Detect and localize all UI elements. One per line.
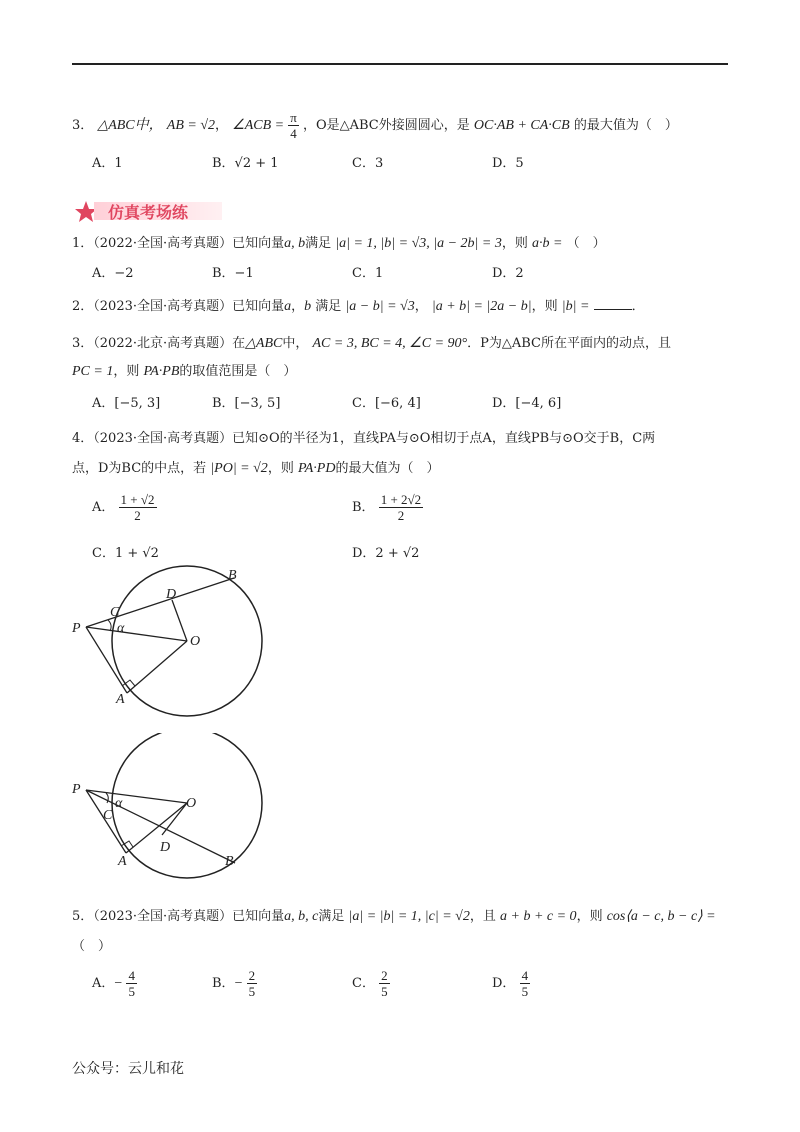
- p4-option-b-frac: [379, 492, 423, 523]
- fig2-line-po: [86, 790, 187, 803]
- p5-option-c-label: C．: [352, 976, 375, 991]
- p3-line2-b: ，则: [113, 364, 140, 379]
- p3-line2-c: 的取值范围是（ ）: [179, 364, 297, 379]
- p1-cond: |a| = 1, |b| = √3, |a − 2b| = 3: [335, 236, 502, 251]
- p4-option-d[interactable]: D．2 + √2: [352, 546, 420, 561]
- p4-ask: PA·PD: [297, 461, 336, 476]
- p5-vars: a, b, c: [284, 909, 319, 924]
- p5-option-b-label: B．: [212, 976, 235, 991]
- frac-den: 2: [397, 508, 405, 523]
- p4-stem-line2: [72, 457, 439, 477]
- p3-pc: PC = 1: [72, 364, 114, 379]
- p4-option-c[interactable]: C．1 + √2: [92, 546, 159, 561]
- frac-den: 5: [128, 984, 135, 999]
- p5-option-d-frac: [520, 968, 531, 999]
- p3-option-b[interactable]: B．[−3, 5]: [212, 396, 281, 411]
- frac-num: 4: [521, 968, 529, 983]
- q3-option-d[interactable]: D．5: [492, 156, 524, 171]
- p1-option-d[interactable]: D．2: [492, 266, 524, 281]
- fig1-line-do: [172, 600, 187, 641]
- p5-option-a-label: A．: [92, 976, 115, 991]
- p5-cond1: |a| = |b| = 1, |c| = √2: [348, 909, 470, 924]
- p2-text-end: ．: [631, 299, 645, 314]
- fig1-label-o: O: [190, 634, 201, 649]
- p3-text-b: 中，: [282, 336, 309, 351]
- p5-stem-line2: （ ）: [72, 939, 112, 954]
- frac-num: 1 + √2: [120, 492, 155, 507]
- p2-var-a: a: [284, 299, 292, 314]
- p5-option-a-sign: −: [114, 976, 123, 991]
- p4-option-a[interactable]: [92, 492, 157, 523]
- frac-den: 5: [521, 984, 529, 999]
- header-rule: [72, 63, 728, 65]
- p5-option-d[interactable]: [492, 968, 530, 999]
- p5-option-b[interactable]: [212, 968, 257, 999]
- p5-stem: [72, 905, 716, 925]
- p3-ask: PA·PB: [143, 364, 180, 379]
- q3-number: 3．: [72, 118, 94, 133]
- p4-cond: |PO| = √2: [210, 461, 268, 476]
- p5-option-d-label: D．: [492, 976, 516, 991]
- p2-cond1: |a − b| = √3: [345, 299, 415, 314]
- frac-den: 5: [381, 984, 388, 999]
- fig2-label-c: C: [103, 808, 113, 823]
- section-title: 仿真考场练: [108, 203, 189, 222]
- fig1-label-p: P: [72, 621, 81, 636]
- q3-ab: AB = √2: [166, 118, 216, 133]
- p2-answer-blank[interactable]: [594, 299, 632, 310]
- p4-option-b-label: B．: [352, 500, 375, 515]
- p4-line2-a: 点，D为BC的中点，若: [72, 461, 207, 476]
- p4-option-b[interactable]: [352, 492, 423, 523]
- p3-option-c[interactable]: C．[−6, 4]: [352, 396, 421, 411]
- p1-text-b: 满足: [305, 236, 332, 251]
- p5-option-a[interactable]: [92, 968, 137, 999]
- q3-option-b[interactable]: B．√2 + 1: [212, 156, 279, 171]
- q3-expr: OC·AB + CA·CB: [473, 118, 570, 133]
- q3-option-a[interactable]: A．1: [92, 156, 123, 171]
- p3-option-d[interactable]: D．[−4, 6]: [492, 396, 562, 411]
- p3-text-a: 3．（2022·北京·高考真题）在: [72, 336, 246, 351]
- p2-cond2: |a + b| = |2a − b|: [431, 299, 532, 314]
- fig2-label-alpha: α: [115, 796, 123, 811]
- frac-den: 2: [134, 508, 141, 523]
- q3-stem: 3． △ABC中， AB = √2， ∠ACB = $\frac{\pi}{4}$ ，O是△ABC外接圆圆心，是 OC·AB + CA·CB 的最大值为（ ）: [72, 110, 678, 141]
- p3-stem-line2: [72, 360, 296, 380]
- p3-text-c: ．P为△ABC所在平面内的动点，且: [467, 336, 671, 351]
- frac-num: 4: [128, 968, 135, 983]
- frac-den: 4: [290, 126, 297, 141]
- frac-num: 1 + 2√2: [380, 492, 422, 507]
- p3-option-a[interactable]: A．[−5, 3]: [92, 396, 161, 411]
- q3-stem-end: 的最大值为（ ）: [573, 118, 678, 133]
- p4-option-a-frac: [119, 492, 157, 523]
- p3-cond: AC = 3, BC = 4, ∠C = 90°: [312, 336, 468, 351]
- p5-text-c: ，且: [469, 909, 496, 924]
- fig1-label-b: B: [228, 568, 237, 583]
- frac-num: π: [290, 110, 297, 125]
- p5-option-c[interactable]: [352, 968, 390, 999]
- p5-option-b-frac: [247, 968, 258, 999]
- fig2-label-o: O: [186, 796, 197, 811]
- p4-line2-c: 的最大值为（ ）: [335, 461, 440, 476]
- p2-stem: 2．（2023·全国·高考真题）已知向量a，b 满足 |a − b| = √3， |a + b| = |2a − b|，则 |b| = ．: [72, 299, 645, 314]
- p1-vars: a, b: [284, 236, 306, 251]
- p2-text-d: ，则: [531, 299, 558, 314]
- p1-text-c: ，则: [501, 236, 528, 251]
- p5-option-c-frac: [379, 968, 390, 999]
- fig2-label-d: D: [160, 840, 171, 855]
- p4-option-a-label: A．: [92, 500, 115, 515]
- p1-option-b[interactable]: B．−1: [212, 266, 254, 281]
- fig2-label-p: P: [72, 782, 81, 797]
- p2-text-b: ，: [291, 299, 305, 314]
- fig2-line-od: [162, 803, 187, 835]
- fig2-line-oa: [126, 803, 187, 853]
- fig1-label-c: C: [110, 605, 120, 620]
- p3-stem: [72, 332, 671, 352]
- p5-text-a: 5．（2023·全国·高考真题）已知向量: [72, 909, 285, 924]
- fig1-line-pa: [86, 627, 127, 693]
- p5-ask: cos⟨a − c, b − c⟩ =: [606, 909, 716, 924]
- p5-option-a-frac: [126, 968, 137, 999]
- p1-stem: [72, 232, 606, 252]
- fig1-angle-arc: [108, 620, 111, 631]
- p2-var-b: b: [304, 299, 312, 314]
- p1-ask: a·b =: [532, 236, 563, 251]
- p5-text-b: 满足: [318, 909, 345, 924]
- fig2-angle-arc: [106, 793, 108, 803]
- fig2-label-a: A: [118, 854, 127, 869]
- p2-text-c: 满足: [315, 299, 342, 314]
- fig1-label-d: D: [166, 587, 177, 602]
- fig1-label-a: A: [116, 692, 125, 707]
- p5-cond2: a + b + c = 0: [500, 909, 577, 924]
- fig1-label-alpha: α: [117, 621, 125, 636]
- p1-option-c[interactable]: C．1: [352, 266, 384, 281]
- frac-num: 2: [248, 968, 256, 983]
- p4-line2-b: ，则: [267, 461, 294, 476]
- q3-stem-a: △ABC中，: [97, 118, 163, 133]
- frac-den: 5: [248, 984, 256, 999]
- section-banner: [74, 198, 224, 224]
- p2-text-a: 2．（2023·全国·高考真题）已知向量: [72, 299, 285, 314]
- p1-text-a: 1．（2022·全国·高考真题）已知向量: [72, 236, 285, 251]
- fig1-line-oa: [127, 641, 187, 693]
- frac-num: 2: [381, 968, 388, 983]
- q3-angle-frac: [288, 110, 299, 141]
- figure-2: [60, 733, 280, 883]
- p5-text-d: ，则: [576, 909, 603, 924]
- q3-option-c[interactable]: C．3: [352, 156, 384, 171]
- footer-text: 公众号：云儿和花: [72, 1061, 184, 1077]
- fig1-line-po: [86, 627, 187, 641]
- q3-angle: ∠ACB =: [232, 118, 285, 133]
- p1-option-a[interactable]: A．−2: [92, 266, 134, 281]
- p2-ask: |b| =: [561, 299, 590, 314]
- p4-stem: 4．（2023·全国·高考真题）已知⊙O的半径为1，直线PA与⊙O相切于点A，直线PB与⊙O交于B，C两: [72, 431, 656, 446]
- figure-1: [60, 565, 280, 725]
- p1-text-d: （ ）: [566, 236, 606, 251]
- q3-o-text: ，O是△ABC外接圆圆心，是: [302, 118, 470, 133]
- fig1-line-pb: [86, 578, 234, 627]
- p3-tri: △ABC: [245, 336, 283, 351]
- p5-option-b-sign: −: [234, 976, 243, 991]
- fig2-label-b: B: [225, 854, 234, 869]
